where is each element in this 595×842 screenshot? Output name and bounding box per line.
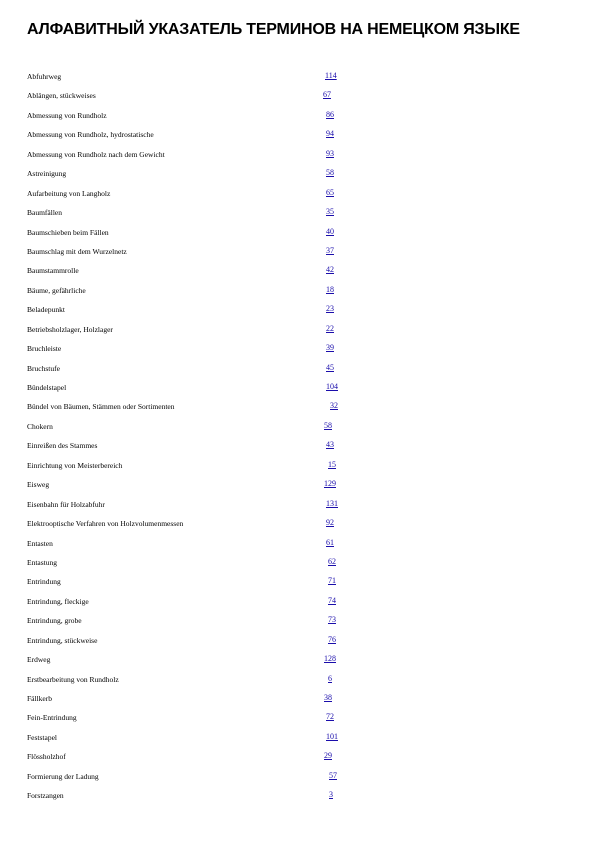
index-entry (0, 148, 595, 167)
index-entry (0, 226, 595, 245)
index-term: Baumstammrolle (27, 266, 79, 276)
index-entry (0, 634, 595, 653)
index-term: Bäume, gefährliche (27, 285, 86, 295)
page-number-link[interactable]: 104 (326, 382, 338, 391)
index-term: Abmessung von Rundholz nach dem Gewicht (27, 149, 165, 159)
index-term: Abmessung von Rundholz, hydrostatische (27, 130, 154, 140)
index-entry (0, 770, 595, 789)
index-entry (0, 128, 595, 147)
page-number-link[interactable]: 72 (326, 712, 334, 722)
index-term: Entrindung, stückweise (27, 635, 98, 645)
index-entry (0, 245, 595, 264)
index-entry (0, 653, 595, 672)
page-number-link[interactable]: 58 (326, 168, 334, 178)
index-term: Formierung der Ladung (27, 771, 99, 781)
index-term: Bündel von Bäumen, Stämmen oder Sortimenten (27, 402, 175, 412)
index-term: Betriebsholzlager, Holzlager (27, 324, 113, 334)
page-number-link[interactable]: 94 (326, 129, 334, 139)
index-entry (0, 478, 595, 497)
index-term: Aufarbeitung von Langholz (27, 188, 111, 198)
page-number-link[interactable]: 62 (328, 556, 336, 566)
index-term: Erstbearbeitung von Rundholz (27, 674, 119, 684)
page-number-link[interactable]: 39 (326, 343, 334, 353)
page-number-link[interactable]: 37 (326, 245, 334, 255)
index-entry (0, 206, 595, 225)
index-term: Fällkerb (27, 694, 52, 703)
index-term: Eisweg (27, 480, 50, 490)
page-number-link[interactable]: 3 (329, 790, 333, 800)
index-entry (0, 264, 595, 283)
page-number-link[interactable]: 93 (326, 148, 334, 158)
page-number-link[interactable]: 40 (326, 226, 334, 236)
page-number-link[interactable]: 6 (328, 673, 332, 683)
index-entry (0, 303, 595, 322)
page-number-link[interactable]: 15 (328, 459, 336, 469)
index-term: Bündelstapel (27, 383, 67, 392)
index-term: Fein-Entrindung (27, 713, 77, 723)
index-entry (0, 692, 595, 711)
index-term: Ablängen, stückweises (27, 91, 96, 101)
page-number-link[interactable]: 86 (326, 109, 334, 119)
index-term: Einreißen des Stammes (27, 441, 98, 451)
page-title: АЛФАВИТНЫЙ УКАЗАТЕЛЬ ТЕРМИНОВ НА НЕМЕЦКОМ ЯЗЫКЕ (27, 21, 520, 38)
index-entry (0, 459, 595, 478)
index-entry (0, 537, 595, 556)
index-entry (0, 556, 595, 575)
index-entry (0, 517, 595, 536)
index-term: Eisenbahn für Holzabfuhr (27, 499, 105, 509)
index-entry (0, 342, 595, 361)
index-term: Forstzangen (27, 791, 64, 801)
index-term: Elektrooptische Verfahren von Holzvolumenmessen (27, 519, 184, 529)
index-entry (0, 89, 595, 108)
index-term: Bruchleiste (27, 344, 62, 354)
page-number-link[interactable]: 65 (326, 187, 334, 197)
index-entry (0, 187, 595, 206)
page-number-link[interactable]: 35 (326, 207, 334, 217)
page-number-link[interactable]: 57 (329, 770, 337, 780)
index-term: Entasten (27, 538, 53, 548)
page-number-link[interactable]: 128 (324, 654, 336, 664)
index-term: Baumfällen (27, 208, 62, 218)
index-entry (0, 109, 595, 128)
page-number-link[interactable]: 22 (326, 323, 334, 333)
page-number-link[interactable]: 18 (326, 284, 334, 294)
index-entry (0, 439, 595, 458)
page-number-link[interactable]: 131 (326, 498, 338, 508)
index-entry (0, 420, 595, 439)
page-number-link[interactable]: 23 (326, 304, 334, 314)
page-number-link[interactable]: 61 (326, 537, 334, 547)
index-entry (0, 673, 595, 692)
index-entry (0, 575, 595, 594)
index-entry (0, 614, 595, 633)
index-term: Erdweg (27, 655, 51, 665)
index-entry (0, 167, 595, 186)
index-term: Einrichtung von Meisterbereich (27, 460, 123, 470)
index-term: Abmessung von Rundholz (27, 110, 107, 120)
index-entry (0, 381, 595, 400)
index-entry (0, 789, 595, 808)
index-entry (0, 400, 595, 419)
page-number-link[interactable]: 92 (326, 518, 334, 528)
index-list (0, 70, 595, 809)
index-term: Bruchstufe (27, 363, 60, 373)
page-number-link[interactable]: 74 (328, 595, 336, 605)
index-entry (0, 731, 595, 750)
page-number-link[interactable]: 38 (324, 693, 332, 702)
index-entry (0, 70, 595, 89)
page-number-link[interactable]: 42 (326, 265, 334, 275)
page-number-link[interactable]: 58 (324, 420, 332, 430)
index-term: Entastung (27, 557, 57, 567)
page-number-link[interactable]: 32 (330, 401, 338, 411)
index-term: Beladepunkt (27, 305, 65, 315)
page-number-link[interactable]: 71 (328, 576, 336, 586)
page-number-link[interactable]: 29 (324, 751, 332, 761)
page-number-link[interactable]: 67 (323, 90, 331, 100)
index-entry (0, 595, 595, 614)
page-number-link[interactable]: 43 (326, 440, 334, 450)
index-entry (0, 284, 595, 303)
page-number-link[interactable]: 129 (324, 479, 336, 489)
index-term: Baumschieben beim Fällen (27, 227, 109, 237)
index-term: Entrindung, grobe (27, 616, 82, 626)
page-number-link[interactable]: 76 (328, 634, 336, 644)
index-term: Entrindung, fleckige (27, 596, 89, 606)
index-term: Flössholzhof (27, 752, 66, 762)
page-number-link[interactable]: 73 (328, 615, 336, 625)
index-term: Feststapel (27, 732, 57, 742)
index-entry (0, 498, 595, 517)
index-term: Chokern (27, 421, 53, 431)
index-entry (0, 711, 595, 730)
index-term: Entrindung (27, 577, 61, 587)
page-number-link[interactable]: 101 (326, 731, 338, 741)
page-number-link[interactable]: 114 (325, 71, 337, 80)
page-number-link[interactable]: 45 (326, 362, 334, 372)
index-entry (0, 323, 595, 342)
index-term: Astreinigung (27, 169, 67, 179)
index-term: Abfuhrweg (27, 72, 62, 81)
index-entry (0, 750, 595, 769)
index-entry (0, 362, 595, 381)
index-term: Baumschlag mit dem Wurzelnetz (27, 246, 127, 256)
